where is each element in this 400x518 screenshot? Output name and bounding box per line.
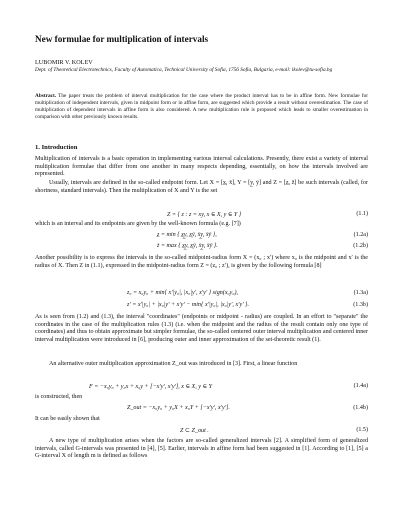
equation-formula: z̲ = min { x̲y̲, x̲ȳ, x̄y̲, x̄ȳ }, — [157, 232, 217, 238]
equation-1-5 — [35, 427, 368, 436]
equation-formula: Z ⊂ Z_out . — [180, 428, 209, 434]
equation-number: (1.2b) — [353, 243, 368, 249]
paragraph-5: As is seen from (1.2) and (1.3), the interval "coordinates" (endpoints or midpoint - radius) are coupled. In an effort to "separate" the coordinates in the case of the multiplication rules (1.3) (i.e. when the midpoint and the radius of the result contain only one type of coordinates) and thus to obtain approximate but simpler formulae, the so-called centered outer interval multiplication and centered inner interval multiplication were introduced in [6], producing outer and inner approximation of the set-theoretic result (1). — [35, 314, 368, 343]
equation-number: (1.2a) — [353, 232, 368, 238]
equation-1-1 — [35, 211, 368, 220]
equation-1-3b — [35, 302, 368, 311]
equation-number: (1.3a) — [353, 290, 368, 296]
paragraph-3: which is an interval and its endpoints are given by the well-known formula (e.g. [7]) — [35, 221, 241, 227]
paragraph-4: Another possibility is to express the intervals in the so-called midpoint-radius form X = (x₀ ; x′) where x₀ is the midpoint and x′ is the radius of X. Then Z in (1.1), expressed in the midpoint-radius form Z = (z₀ ; z′), is given by the following formula [8] — [35, 255, 368, 269]
equation-number: (1.4b) — [353, 405, 368, 411]
equation-1-3a — [35, 290, 368, 299]
equation-1-2a — [35, 232, 368, 241]
equation-formula: F = −x₀y₀ + y₀x + x₀y + [−x′y′, x′y′], x ∈ X, y ∈ Y — [89, 384, 212, 390]
equation-number: (1.5) — [356, 427, 368, 433]
equation-number: (1.1) — [356, 211, 368, 217]
abstract — [35, 93, 368, 121]
paragraph-8: It can be easily shown that — [35, 416, 100, 422]
equation-1-2b — [35, 243, 368, 252]
equation-formula: z̄ = max { x̲y̲, x̲ȳ, x̄y̲, x̄ȳ }. — [157, 243, 218, 249]
paper-title: New formulae for multiplication of intervals — [35, 34, 209, 44]
paragraph-7: is constructed, then — [35, 394, 83, 400]
paragraph-1: Multiplication of intervals is a basic operation in implementing various interval calculations. Presently, there exist a variety of interval multiplication formulae that differ from one another in many respects depending, essentially, on how the intervals involved are represented. — [35, 156, 368, 177]
equation-formula: Z = { z : z = xy, x ∈ X, y ∈ Y } — [167, 212, 242, 218]
equation-1-4b — [35, 405, 368, 414]
paragraph-6: An alternative outer multiplication approximation Z_out was introduced in [3]. First, a linear function — [49, 361, 298, 367]
abstract-label: Abstract. — [35, 93, 57, 99]
equation-formula: z₀ = x₀y₀ + min{ x′|y₀|, |x₀|y′, x′y′ } sign(x₀y₀), — [127, 290, 239, 296]
abstract-text: The paper treats the problem of interval multiplication for the case where the product interval has to be in affine form. New formulae for multiplication of independent intervals, given in midpoint form or in affine form, are suggested which provide a result without overestimation. The case of multiplication of dependent intervals in affine form is also considered. A new multiplication rule is proposed which leads to smaller overestimation in comparison with other previously known results. — [35, 93, 368, 120]
equation-1-4a — [35, 383, 368, 392]
equation-number: (1.4a) — [353, 383, 368, 389]
author-affiliation: Dept. of Theoretical Electrotechnics, Faculty of Automatica, Technical University of Sofia, 1756 Sofia, Bulgaria, e-mail: lkolev@tu-sofia.bg — [35, 67, 333, 73]
paragraph-9: A new type of multiplication arises when the factors are so-called generalized intervals [2]. A simplified form of generalized intervals, called G-intervals was presented in [4], [5]. Earlier, intervals in affine form had been suggested in [1]. According to [1], [5] a G-interval X of length m is defined as follows — [35, 438, 368, 459]
equation-number: (1.3b) — [353, 302, 368, 308]
author-name: LUBOMIR V. KOLEV — [35, 59, 93, 66]
paragraph-2: Usually, intervals are defined in the so-called endpoint form. Let X = [x̲, x̄], Y = [y̲, ȳ] and Z = [z̲, z̄] be such intervals (called, for shortness, standard intervals). Then the multiplication of X and Y is the set — [35, 180, 368, 194]
section-heading: 1. Introduction — [35, 144, 78, 151]
equation-formula: Z_out = −x₀y₀ + y₀X + x₀Y + [−x′y′, x′y′]. — [127, 405, 230, 411]
equation-formula: z′ = x′|y₀| + |x₀|y′ + x′y′ − min{ x′|y₀|, |x₀|y′, x′y′ }. — [127, 302, 250, 308]
